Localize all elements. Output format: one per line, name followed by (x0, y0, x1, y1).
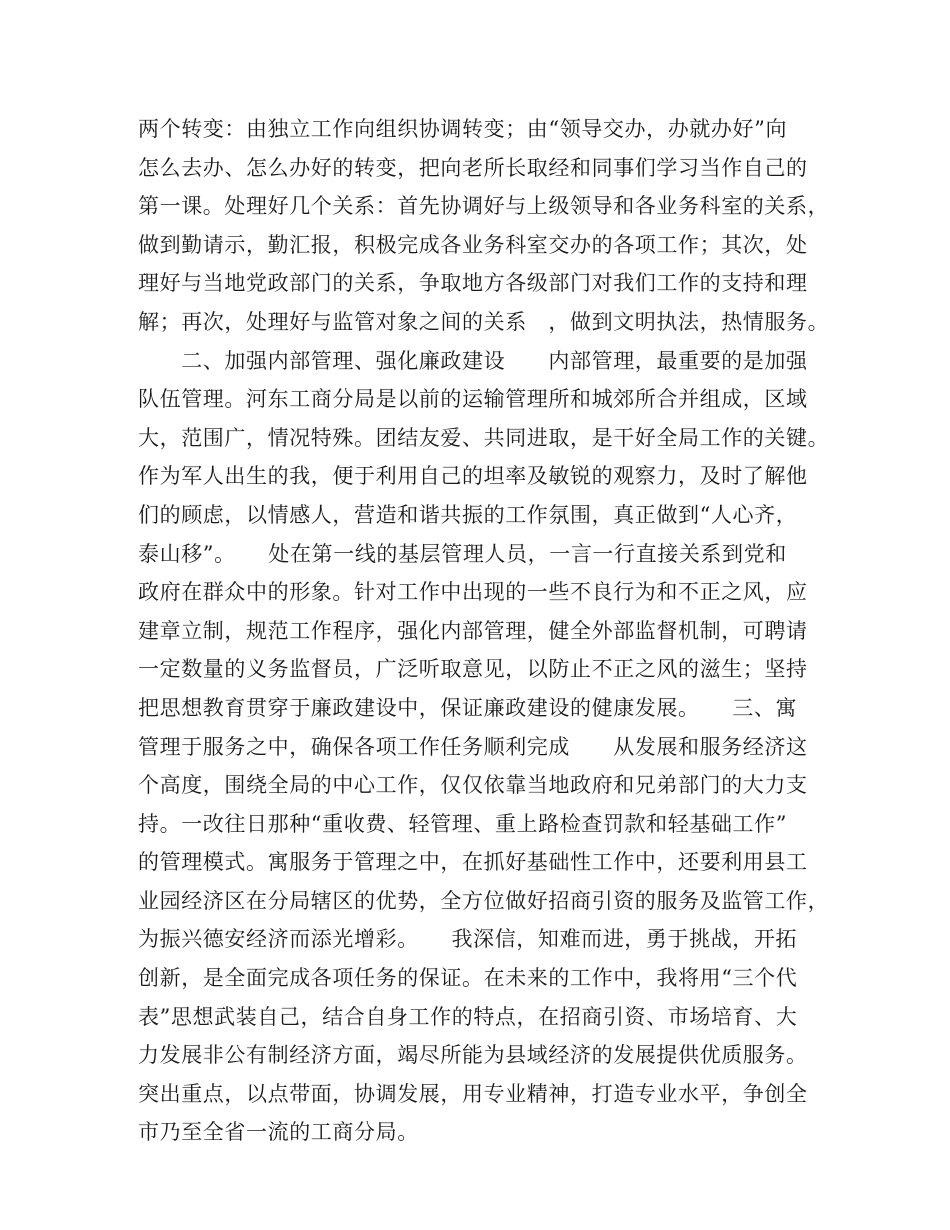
text-line: 突出重点，以点带面，协调发展，用专业精神，打造专业水平，争创全 (138, 1081, 808, 1106)
text-line: 两个转变：由独立工作向组织协调转变；由“领导交办，办就办好”向 (138, 117, 788, 141)
text-line: 解；再次，处理好与监管对象之间的关系 ，做到文明执法，热情服务。 (138, 309, 830, 334)
text-line: 们的顾虑，以情感人，营造和谐共振的工作氛围，真正做到“人心齐， (138, 502, 798, 527)
text-line: 业园经济区在分局辖区的优势，全方位做好招商引资的服务及监管工作， (138, 888, 830, 913)
text-line: 第一课。处理好几个关系：首先协调好与上级领导和各业务科室的关系， (138, 194, 830, 219)
body-text (138, 110, 828, 1152)
text-line: 二、加强内部管理、强化廉政建设 内部管理，最重要的是加强 (138, 348, 808, 373)
text-line: 泰山移”。 处在第一线的基层管理人员，一言一行直接关系到党和 (138, 541, 787, 566)
text-line: 持。一改往日那种“重收费、轻管理、重上路检查罚款和轻基础工作” (138, 811, 788, 836)
text-line: 管理于服务之中，确保各项工作任务顺利完成 从发展和服务经济这 (138, 734, 808, 759)
text-line: 的管理模式。寓服务于管理之中，在抓好基础性工作中，还要利用县工 (138, 850, 808, 875)
text-line: 理好与当地党政部门的关系，争取地方各级部门对我们工作的支持和理 (138, 271, 808, 296)
text-line: 把思想教育贯穿于廉政建设中，保证廉政建设的健康发展。 三、寓 (138, 695, 798, 720)
text-line: 创新，是全面完成各项任务的保证。在未来的工作中，我将用“三个代 (138, 966, 798, 991)
text-line: 作为军人出生的我，便于利用自己的坦率及敏锐的观察力，及时了解他 (138, 464, 808, 489)
text-line: 力发展非公有制经济方面，竭尽所能为县域经济的发展提供优质服务。 (138, 1043, 808, 1068)
text-line: 为振兴德安经济而添光增彩。 我深信，知难而进，勇于挑战，开拓 (138, 927, 798, 952)
text-line: 一定数量的义务监督员，广泛听取意见，以防止不正之风的滋生；坚持 (138, 657, 808, 682)
text-line: 市乃至全省一流的工商分局。 (138, 1120, 419, 1145)
text-line: 建章立制，规范工作程序，强化内部管理，健全外部监督机制，可聘请 (138, 618, 808, 643)
text-line: 怎么去办、怎么办好的转变，把向老所长取经和同事们学习当作自己的 (138, 155, 808, 180)
text-line: 做到勤请示，勤汇报，积极完成各业务科室交办的各项工作；其次，处 (138, 232, 808, 257)
text-line: 大，范围广，情况特殊。团结友爱、共同进取，是干好全局工作的关键。 (138, 425, 830, 450)
text-line: 表”思想武装自己，结合自身工作的特点，在招商引资、市场培育、大 (138, 1004, 798, 1029)
text-line: 队伍管理。河东工商分局是以前的运输管理所和城郊所合并组成，区域 (138, 387, 808, 412)
text-line: 个高度，围绕全局的中心工作，仅仅依靠当地政府和兄弟部门的大力支 (138, 773, 808, 798)
text-line: 政府在群众中的形象。针对工作中出现的一些不良行为和不正之风，应 (138, 580, 808, 605)
